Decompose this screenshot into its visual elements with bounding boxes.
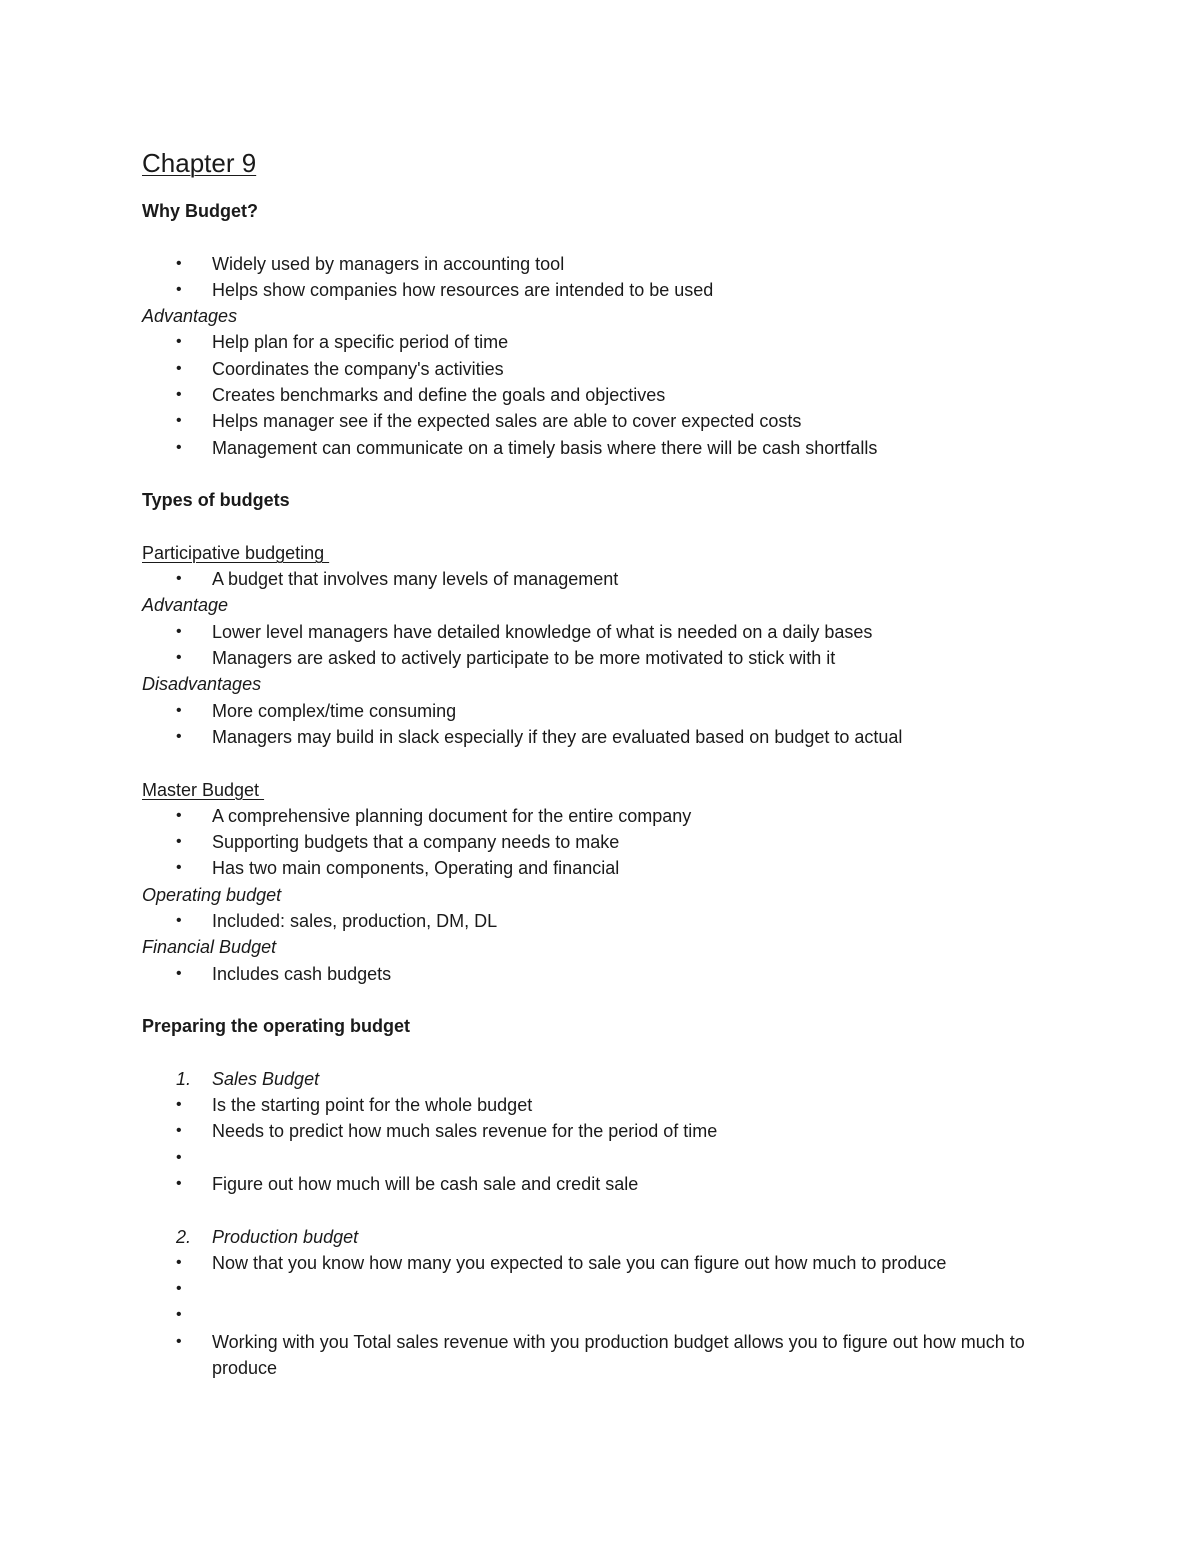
list-item xyxy=(142,724,1072,750)
list-item-text: Now that you know how many you expected to sale you can figure out how much to produce xyxy=(212,1252,947,1273)
bullet-icon: • xyxy=(176,859,182,877)
spacer xyxy=(142,1197,1072,1223)
numbered-item-label: Production budget xyxy=(212,1226,359,1247)
list-item-text: A comprehensive planning document for the entire company xyxy=(212,805,692,826)
list-item-text: Managers are asked to actively participate to be more motivated to stick with it xyxy=(212,648,836,669)
bullet-icon: • xyxy=(176,1148,182,1166)
list-item-text: Helps show companies how resources are intended to be used xyxy=(212,279,714,300)
list-item xyxy=(142,855,1072,881)
list-item-empty xyxy=(142,1145,1072,1171)
bullet-icon: • xyxy=(176,649,182,667)
list-item-text: Figure out how much will be cash sale and credit sale xyxy=(212,1173,639,1194)
bullet-icon: • xyxy=(176,1253,182,1271)
bullet-icon: • xyxy=(176,280,182,298)
list-number: 2. xyxy=(176,1226,192,1247)
bullet-icon: • xyxy=(176,386,182,404)
subheading-participative: Participative budgeting xyxy=(142,542,330,563)
list-item xyxy=(142,619,1072,645)
list-item-text: Widely used by managers in accounting tool xyxy=(212,253,565,274)
spacer xyxy=(142,1040,1072,1066)
spacer xyxy=(142,987,1072,1013)
numbered-item-label: Sales Budget xyxy=(212,1068,320,1089)
list-item xyxy=(142,1171,1072,1197)
subheading-disadvantages: Disadvantages xyxy=(142,674,262,695)
bullet-icon: • xyxy=(176,359,182,377)
bullet-icon: • xyxy=(176,412,182,430)
spacer xyxy=(142,750,1072,776)
subheading-financial-budget: Financial Budget xyxy=(142,937,277,958)
subheading-operating-budget: Operating budget xyxy=(142,884,282,905)
bullet-icon: • xyxy=(176,1096,182,1114)
list-item-empty xyxy=(142,1302,1072,1328)
bullet-icon: • xyxy=(176,727,182,745)
list-item-text: Helps manager see if the expected sales are able to cover expected costs xyxy=(212,411,802,432)
bullet-icon: • xyxy=(176,1174,182,1192)
list-item xyxy=(142,251,1072,277)
list-item xyxy=(142,803,1072,829)
list-item-empty xyxy=(142,1276,1072,1302)
bullet-icon: • xyxy=(176,701,182,719)
list-item-text: Is the starting point for the whole budget xyxy=(212,1095,533,1116)
list-item xyxy=(142,329,1072,355)
list-item xyxy=(142,566,1072,592)
list-item xyxy=(142,435,1072,461)
list-item-text: Includes cash budgets xyxy=(212,963,392,984)
list-item-text: Managers may build in slack especially if they are evaluated based on budget to actual xyxy=(212,726,903,747)
subheading-advantages: Advantages xyxy=(142,306,238,327)
list-number: 1. xyxy=(176,1068,192,1089)
list-item xyxy=(142,1329,1072,1382)
bullet-icon: • xyxy=(176,438,182,456)
list-item-text: Coordinates the company's activities xyxy=(212,358,504,379)
document-content xyxy=(142,144,1072,1381)
bullet-icon: • xyxy=(176,1122,182,1140)
bullet-icon: • xyxy=(176,806,182,824)
list-item-text: Help plan for a specific period of time xyxy=(212,332,509,353)
bullet-icon: • xyxy=(176,570,182,588)
list-item xyxy=(142,829,1072,855)
bullet-icon: • xyxy=(176,333,182,351)
subheading-advantage: Advantage xyxy=(142,595,229,616)
list-item-text: Supporting budgets that a company needs to make xyxy=(212,832,620,853)
list-item-text: Lower level managers have detailed knowledge of what is needed on a daily bases xyxy=(212,621,873,642)
list-item-text: Management can communicate on a timely basis where there will be cash shortfalls xyxy=(212,437,878,458)
subheading-master-budget: Master Budget xyxy=(142,779,265,800)
page-title: Chapter 9 xyxy=(142,148,257,178)
list-item-text: Has two main components, Operating and financial xyxy=(212,858,620,879)
list-item xyxy=(142,382,1072,408)
bullet-icon: • xyxy=(176,964,182,982)
list-item-text: Working with you Total sales revenue with you production budget allows you to figure out how much to produce xyxy=(212,1331,1025,1379)
list-item xyxy=(142,356,1072,382)
bullet-icon: • xyxy=(176,1306,182,1324)
section-heading-why-budget: Why Budget? xyxy=(142,201,258,221)
list-item xyxy=(142,961,1072,987)
list-item xyxy=(142,1092,1072,1118)
bullet-icon: • xyxy=(176,622,182,640)
bullet-icon: • xyxy=(176,1332,182,1350)
section-heading-types: Types of budgets xyxy=(142,490,290,511)
bullet-icon: • xyxy=(176,833,182,851)
spacer xyxy=(142,224,1072,250)
list-item-text: Needs to predict how much sales revenue for the period of time xyxy=(212,1121,718,1142)
list-item xyxy=(142,408,1072,434)
bullet-icon: • xyxy=(176,254,182,272)
bullet-icon: • xyxy=(176,912,182,930)
list-item-text: A budget that involves many levels of management xyxy=(212,569,619,590)
list-item xyxy=(142,908,1072,934)
list-item-text: Creates benchmarks and define the goals and objectives xyxy=(212,385,666,406)
list-item xyxy=(142,1118,1072,1144)
list-item xyxy=(142,277,1072,303)
spacer xyxy=(142,461,1072,487)
list-item xyxy=(142,698,1072,724)
spacer xyxy=(142,514,1072,540)
list-item-text: Included: sales, production, DM, DL xyxy=(212,911,498,932)
numbered-item-sales-budget xyxy=(142,1066,1072,1092)
list-item xyxy=(142,645,1072,671)
list-item-text: More complex/time consuming xyxy=(212,700,457,721)
bullet-icon: • xyxy=(176,1280,182,1298)
list-item xyxy=(142,1250,1072,1276)
section-heading-preparing: Preparing the operating budget xyxy=(142,1016,411,1037)
numbered-item-production-budget xyxy=(142,1224,1072,1250)
